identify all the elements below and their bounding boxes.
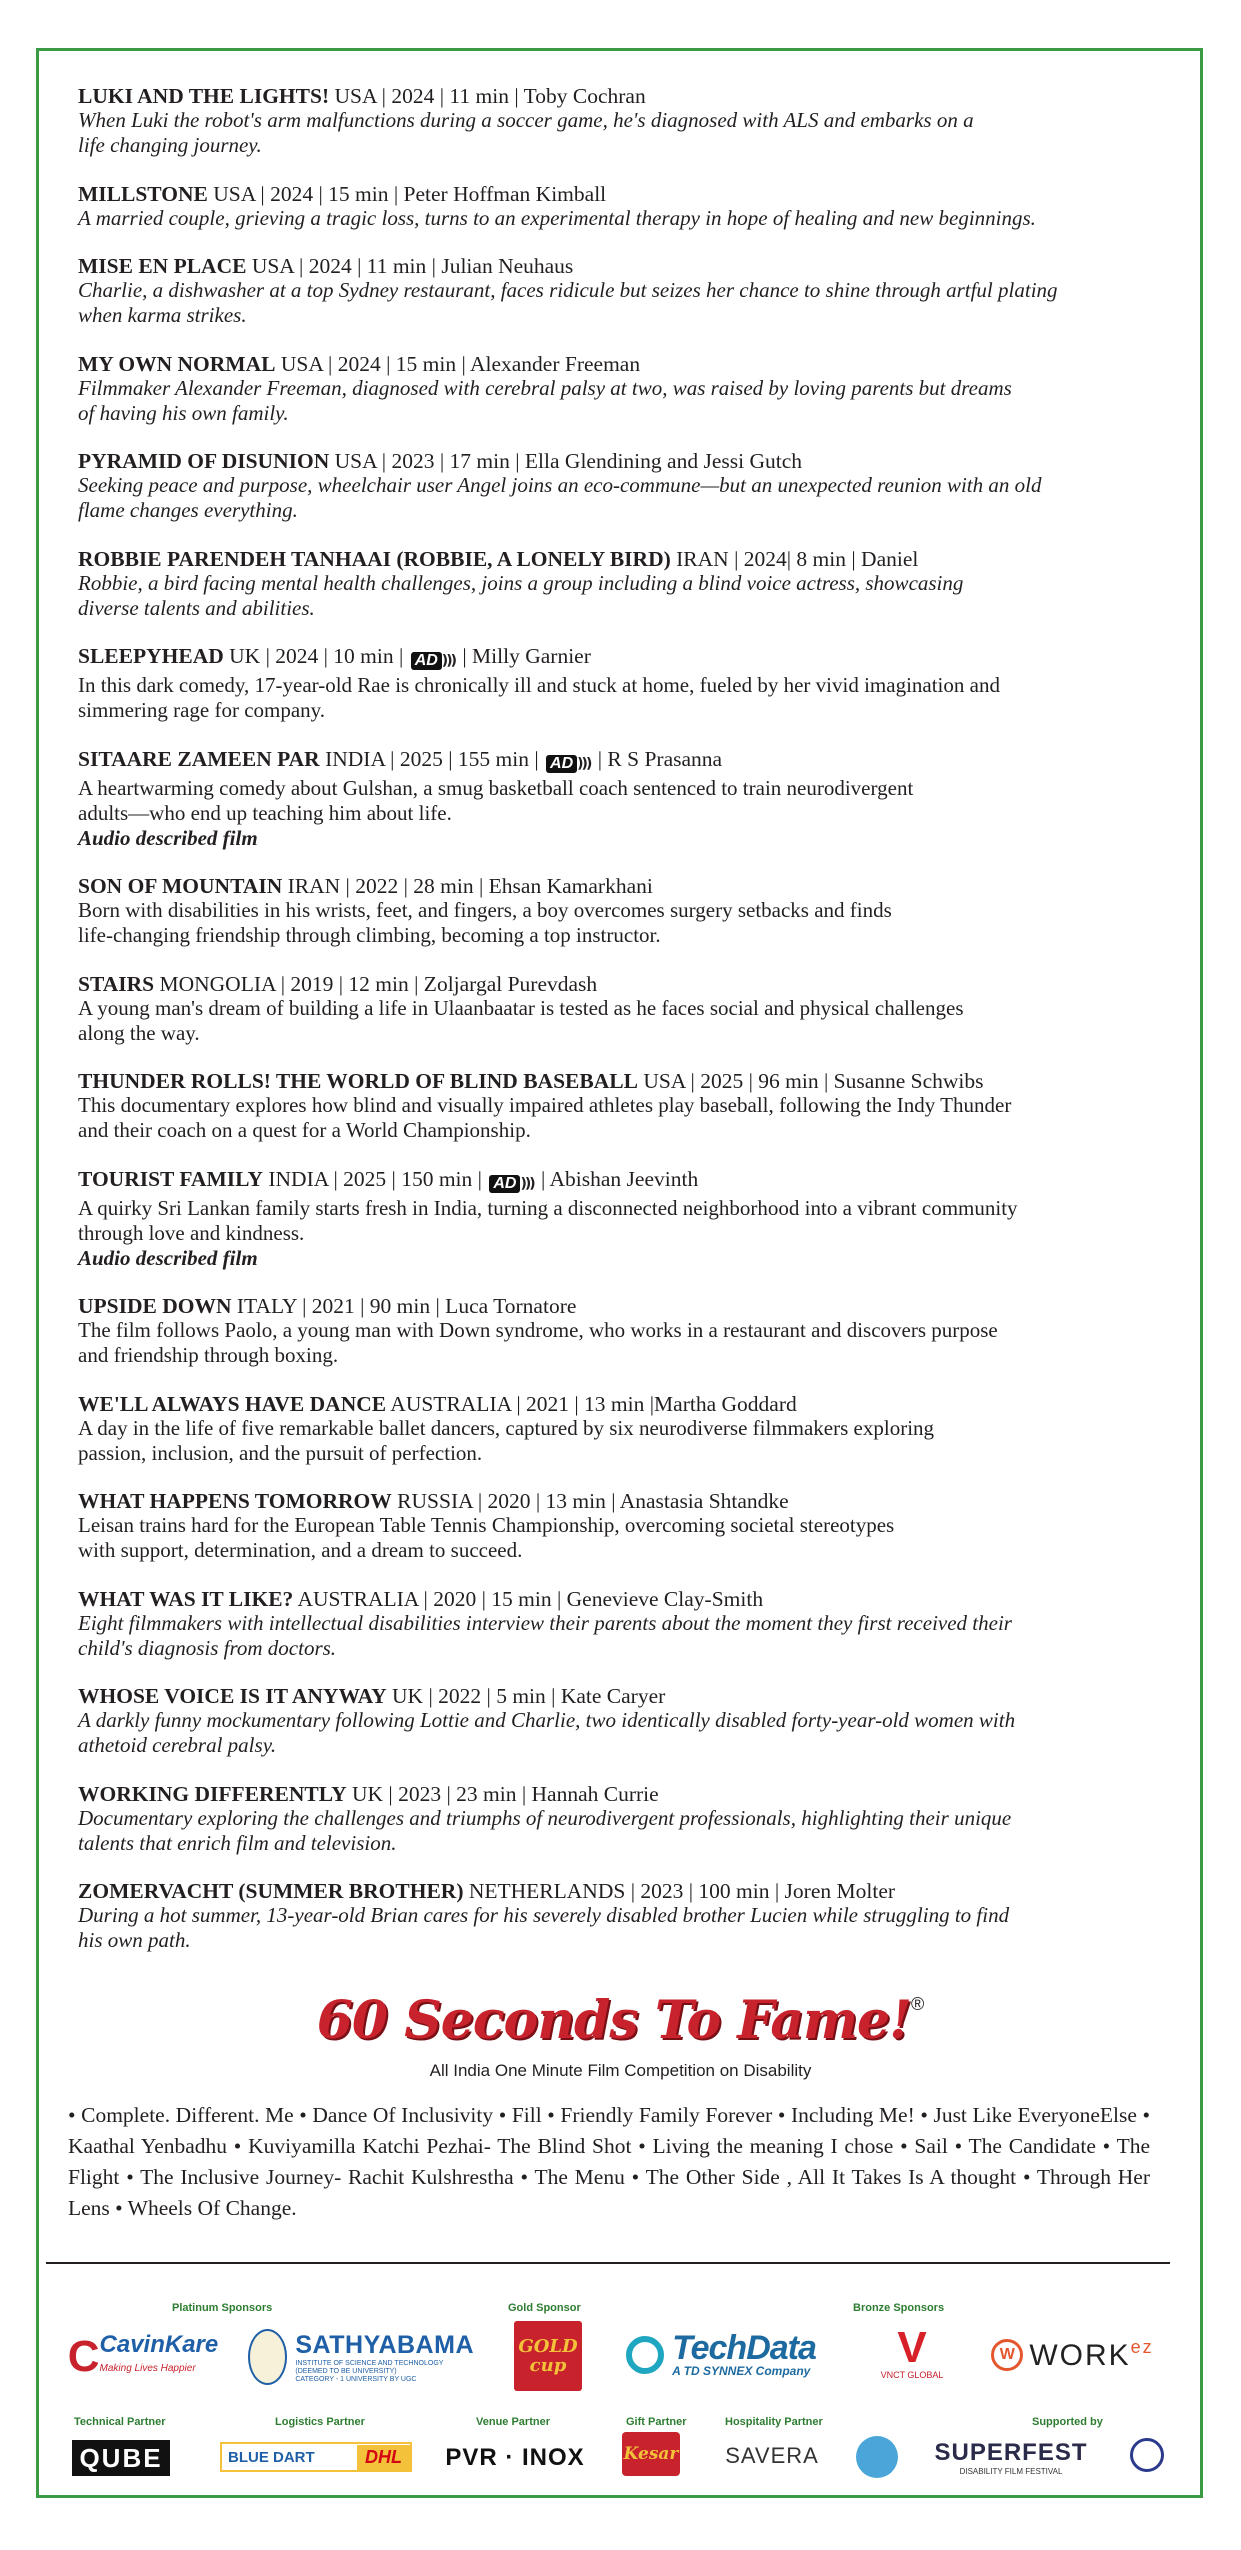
cavinkare-name: CavinKare	[99, 2331, 219, 2358]
film-heading	[78, 352, 1173, 376]
film-details: IRAN | 2022 | 28 min | Ehsan Kamarkhani	[287, 874, 653, 898]
film-description	[78, 1318, 1173, 1368]
film-title: ROBBIE PARENDEH TANHAAI (ROBBIE, A LONELY BIRD)	[78, 546, 671, 571]
film-description-line: A quirky Sri Lankan family starts fresh in India, turning a disconnected neighborhood into a vibrant community	[78, 1195, 1018, 1220]
film-entry	[78, 747, 1173, 851]
film-description-line: Charlie, a dishwasher at a top Sydney restaurant, faces ridicule but seizes her chance to shine through artful plating	[78, 278, 1058, 302]
film-description-line: Filmmaker Alexander Freeman, diagnosed with cerebral palsy at two, was raised by loving parents but dreams	[78, 375, 1012, 400]
film-list	[78, 84, 1173, 1977]
technical-label: Technical Partner	[74, 2416, 166, 2428]
film-heading	[78, 747, 1173, 776]
film-heading	[78, 182, 1173, 206]
government-emblem-icon	[1130, 2438, 1164, 2472]
film-entry	[78, 547, 1173, 621]
film-details: USA | 2024 | 15 min | Peter Hoffman Kimball	[213, 181, 607, 206]
film-details: ITALY | 2021 | 90 min | Luca Tornatore	[236, 1294, 577, 1318]
film-entry	[78, 254, 1173, 328]
audio-description-label: AD	[489, 1175, 520, 1193]
techdata-name: TechData	[672, 2329, 816, 2367]
film-description-line: adults—who end up teaching him about life.	[78, 800, 452, 825]
film-entry	[78, 972, 1173, 1046]
film-description	[78, 278, 1173, 328]
film-description-line: of having his own family.	[78, 400, 289, 425]
film-description-line: Born with disabilities in his wrists, feet, and fingers, a boy overcomes surgery setbacks and finds	[78, 898, 892, 922]
film-description	[78, 1093, 1173, 1143]
film-description-line: flame changes everything.	[78, 498, 298, 522]
film-description	[78, 1806, 1173, 1856]
superfest-logo	[934, 2434, 1088, 2480]
film-entry	[78, 182, 1173, 231]
film-details: AUSTRALIA | 2020 | 15 min | Genevieve Clay-Smith	[297, 1586, 764, 1611]
audio-waves-icon: )))	[441, 653, 455, 669]
film-entry	[78, 1587, 1173, 1661]
film-description-line: life-changing friendship through climbing, becoming a top instructor.	[78, 923, 661, 947]
gift-label: Gift Partner	[626, 2416, 687, 2428]
film-entry	[78, 84, 1173, 158]
gold-label: Gold Sponsor	[508, 2302, 581, 2314]
film-details: MONGOLIA | 2019 | 12 min | Zoljargal Purevdash	[159, 971, 598, 996]
cavinkare-tag: Making Lives Happier	[99, 2363, 196, 2374]
film-details: UK | 2023 | 23 min | Hannah Currie	[351, 1781, 659, 1806]
film-description	[78, 898, 1173, 948]
film-description	[78, 1513, 1173, 1563]
sathyabama-name: SATHYABAMA	[295, 2330, 474, 2359]
film-description-line: Seeking peace and purpose, wheelchair user Angel joins an eco-commune—but an unexpected reunion with an old	[78, 473, 1042, 497]
vnct-logo	[874, 2320, 950, 2386]
film-entry	[78, 1489, 1173, 1563]
film-description	[78, 108, 1173, 158]
qube-logo: QUBE	[72, 2440, 170, 2476]
film-details: INDIA | 2025 | 150 min |	[268, 1166, 482, 1191]
audio-waves-icon: )))	[577, 755, 591, 772]
film-heading	[78, 1294, 1173, 1318]
goldcup-line2: cup	[529, 2355, 567, 2376]
film-description-line: Robbie, a bird facing mental health challenges, joins a group including a blind voice actress, showcasing	[78, 570, 964, 595]
film-details: IRAN | 2024| 8 min | Daniel	[676, 546, 919, 571]
film-description-line: life changing journey.	[78, 133, 262, 157]
film-description	[78, 1196, 1173, 1246]
film-description-line: his own path.	[78, 1928, 191, 1952]
film-description	[78, 1903, 1173, 1953]
superfest-sub: DISABILITY FILM FESTIVAL	[959, 2466, 1063, 2476]
film-entry	[78, 1684, 1173, 1758]
workez-ez: ez	[1130, 2337, 1154, 2357]
sathyabama-sub3: CATEGORY - 1 UNIVERSITY BY UGC	[295, 2375, 417, 2383]
film-director: | R S Prasanna	[597, 746, 723, 771]
film-heading	[78, 1392, 1173, 1416]
competition-entries: • Complete. Different. Me • Dance Of Inclusivity • Fill • Friendly Family Forever • Including Me! • Just Like EveryoneElse • Kaathal Yenbadhu • Kuviyamilla Katchi Pezhai- The Blind Shot • Living the meaning I chose • Sail • The Candidate • The Flight • The Inclusive Journey- Rachit Kulshrestha • The Menu • The Other Side , All It Takes Is A thought • Through Her Lens • Wheels Of Change.	[68, 2103, 1150, 2220]
film-details: USA | 2024 | 11 min | Julian Neuhaus	[251, 254, 574, 278]
film-description-line: through love and kindness.	[78, 1220, 305, 1245]
film-description-line: diverse talents and abilities.	[78, 595, 315, 620]
divider	[46, 2262, 1170, 2264]
goldcup-logo	[514, 2320, 582, 2392]
sathyabama-logo	[248, 2322, 474, 2392]
film-title: STAIRS	[78, 971, 155, 996]
film-director: | Abishan Jeevinth	[541, 1166, 699, 1191]
pvr-inox-logo: PVR · INOX	[445, 2444, 585, 2471]
film-entry	[78, 644, 1173, 723]
vnct-name: VNCT GLOBAL	[880, 2370, 944, 2380]
film-director: | Milly Garnier	[462, 644, 591, 668]
film-heading	[78, 449, 1173, 473]
bluedart-dhl-logo	[220, 2442, 412, 2472]
film-description	[78, 1611, 1173, 1661]
film-heading	[78, 84, 1173, 108]
film-description-line: talents that enrich film and television.	[78, 1830, 397, 1855]
workez-w-icon: W	[991, 2339, 1023, 2371]
audio-description-icon	[546, 749, 590, 776]
film-description	[78, 996, 1173, 1046]
sixty-seconds-logo	[0, 1990, 1241, 2051]
film-description-line: Eight filmmakers with intellectual disabilities interview their parents about the moment they first received their	[78, 1610, 1012, 1635]
film-description-line: A day in the life of five remarkable ballet dancers, captured by six neurodiverse filmmakers exploring	[78, 1415, 935, 1440]
techdata-sub: A TD SYNNEX Company	[672, 2364, 811, 2378]
film-heading	[78, 1684, 1173, 1708]
film-title: MY OWN NORMAL	[78, 351, 276, 376]
film-heading	[78, 1879, 1173, 1903]
film-heading	[78, 644, 1173, 673]
film-title: SLEEPYHEAD	[78, 644, 224, 668]
film-title: WE'LL ALWAYS HAVE DANCE	[78, 1391, 387, 1416]
film-description-line: A heartwarming comedy about Gulshan, a smug basketball coach sentenced to train neurodivergent	[78, 775, 914, 800]
film-description-line: In this dark comedy, 17-year-old Rae is chronically ill and stuck at home, fueled by her vivid imagination and	[78, 673, 1000, 697]
film-title: MISE EN PLACE	[78, 254, 247, 278]
film-heading	[78, 547, 1173, 571]
film-details: INDIA | 2025 | 155 min |	[325, 746, 539, 771]
film-title: WHAT WAS IT LIKE?	[78, 1586, 294, 1611]
film-description	[78, 473, 1173, 523]
film-details: UK | 2022 | 5 min | Kate Caryer	[392, 1684, 666, 1708]
film-heading	[78, 1069, 1173, 1093]
film-description-line: passion, inclusion, and the pursuit of perfection.	[78, 1440, 483, 1465]
audio-described-note: Audio described film	[78, 825, 258, 850]
superfest-name: SUPERFEST	[934, 2438, 1088, 2466]
sathyabama-sub2: (DEEMED TO BE UNIVERSITY)	[295, 2367, 397, 2375]
film-description-line: The film follows Paolo, a young man with Down syndrome, who works in a restaurant and discovers purpose	[78, 1318, 998, 1342]
film-description-line: and friendship through boxing.	[78, 1343, 339, 1367]
vnct-v-icon: V	[897, 2323, 927, 2372]
film-heading	[78, 254, 1173, 278]
film-description-line: along the way.	[78, 1020, 200, 1045]
audio-description-label: AD	[546, 755, 577, 773]
audio-described-note: Audio described film	[78, 1245, 258, 1270]
film-heading	[78, 972, 1173, 996]
film-details: USA | 2024 | 11 min | Toby Cochran	[334, 84, 646, 108]
film-heading	[78, 1489, 1173, 1513]
platinum-label: Platinum Sponsors	[172, 2302, 273, 2314]
film-description-line: A young man's dream of building a life in Ulaanbaatar is tested as he faces social and physical challenges	[78, 995, 964, 1020]
film-description-line: During a hot summer, 13-year-old Brian cares for his severely disabled brother Lucien while struggling to find	[78, 1903, 1010, 1927]
film-description	[78, 571, 1173, 621]
sathyabama-sub1: INSTITUTE OF SCIENCE AND TECHNOLOGY	[295, 2359, 444, 2367]
film-heading	[78, 1587, 1173, 1611]
film-description-line: simmering rage for company.	[78, 698, 326, 722]
film-title: LUKI AND THE LIGHTS!	[78, 84, 330, 108]
film-entry	[78, 1167, 1173, 1271]
film-description-line: This documentary explores how blind and visually impaired athletes play baseball, following the Indy Thunder	[78, 1093, 1012, 1117]
film-entry	[78, 1392, 1173, 1466]
film-description	[78, 1416, 1173, 1466]
film-description-line: child's diagnosis from doctors.	[78, 1635, 337, 1660]
goldcup-line1: GOLD	[518, 2336, 578, 2357]
film-description-line: athetoid cerebral palsy.	[78, 1733, 277, 1757]
film-details: UK | 2024 | 10 min |	[229, 644, 404, 668]
audio-description-label: AD	[411, 652, 442, 670]
one-stop-films-icon	[856, 2436, 898, 2478]
workez-name: WORK	[1029, 2339, 1131, 2372]
film-heading	[78, 1782, 1173, 1806]
film-description-line: When Luki the robot's arm malfunctions during a soccer game, he's diagnosed with ALS and embarks on a	[78, 108, 974, 132]
logo-text: 60 Seconds To Fame!	[316, 1990, 911, 2051]
film-entry	[78, 449, 1173, 523]
audio-waves-icon: )))	[520, 1175, 534, 1192]
film-details: USA | 2025 | 96 min | Susanne Schwibs	[643, 1069, 984, 1093]
film-entry	[78, 874, 1173, 948]
film-description-line: A darkly funny mockumentary following Lottie and Charlie, two identically disabled forty-year-old women with	[78, 1708, 1016, 1732]
competition-subtitle: All India One Minute Film Competition on Disability	[429, 2061, 812, 2080]
film-description-line: when karma strikes.	[78, 303, 247, 327]
film-title: TOURIST FAMILY	[78, 1166, 263, 1191]
film-title: THUNDER ROLLS! THE WORLD OF BLIND BASEBALL	[78, 1069, 638, 1093]
film-title: WHOSE VOICE IS IT ANYWAY	[78, 1684, 387, 1708]
film-details: RUSSIA | 2020 | 13 min | Anastasia Shtandke	[397, 1489, 789, 1513]
film-title: WHAT HAPPENS TOMORROW	[78, 1489, 392, 1513]
film-entry	[78, 352, 1173, 426]
film-description	[78, 1708, 1173, 1758]
bluedart-name: BLUE DART	[228, 2448, 315, 2466]
logistics-label: Logistics Partner	[275, 2416, 365, 2428]
film-title: ZOMERVACHT (SUMMER BROTHER)	[78, 1879, 464, 1903]
audio-description-icon	[489, 1169, 533, 1196]
film-entry	[78, 1294, 1173, 1368]
film-title: MILLSTONE	[78, 181, 208, 206]
bronze-label: Bronze Sponsors	[853, 2302, 945, 2314]
film-title: SON OF MOUNTAIN	[78, 874, 283, 898]
film-description-line: and their coach on a quest for a World Championship.	[78, 1118, 531, 1142]
film-description-line: A married couple, grieving a tragic loss, turns to an experimental therapy in hope of healing and new beginnings.	[78, 205, 1036, 230]
workez-logo	[985, 2330, 1160, 2380]
film-details: AUSTRALIA | 2021 | 13 min |Martha Goddard	[390, 1391, 797, 1416]
film-title: UPSIDE DOWN	[78, 1294, 232, 1318]
film-details: NETHERLANDS | 2023 | 100 min | Joren Molter	[468, 1879, 896, 1903]
techdata-logo	[618, 2322, 824, 2388]
film-title: SITAARE ZAMEEN PAR	[78, 746, 320, 771]
film-description-line: Leisan trains hard for the European Table Tennis Championship, overcoming societal stereotypes	[78, 1513, 895, 1537]
film-title: PYRAMID OF DISUNION	[78, 449, 330, 473]
savera-logo: SAVERA	[725, 2443, 819, 2468]
film-description-line: with support, determination, and a dream to succeed.	[78, 1538, 523, 1562]
cavinkare-logo: C CavinKare Making Lives Happier	[67, 2331, 219, 2381]
audio-description-icon	[411, 646, 455, 673]
film-description	[78, 206, 1173, 231]
film-description	[78, 776, 1173, 826]
registered-mark: ®	[910, 1994, 925, 2014]
film-entry	[78, 1069, 1173, 1143]
film-heading	[78, 1167, 1173, 1196]
film-heading	[78, 874, 1173, 898]
kesar-logo: Kesar	[622, 2432, 680, 2476]
film-entry	[78, 1782, 1173, 1856]
film-title: WORKING DIFFERENTLY	[78, 1781, 347, 1806]
film-description	[78, 673, 1173, 723]
film-description	[78, 376, 1173, 426]
film-details: USA | 2024 | 15 min | Alexander Freeman	[280, 351, 641, 376]
sathyabama-seal-icon	[248, 2329, 287, 2385]
dhl-name: DHL	[357, 2445, 410, 2470]
film-description-line: Documentary exploring the challenges and triumphs of neurodivergent professionals, highlighting their unique	[78, 1805, 1012, 1830]
film-entry	[78, 1879, 1173, 1953]
hospitality-label: Hospitality Partner	[725, 2416, 823, 2428]
techdata-swirl-icon	[626, 2336, 664, 2374]
supported-label: Supported by	[1032, 2416, 1103, 2428]
film-details: USA | 2023 | 17 min | Ella Glendining and Jessi Gutch	[334, 449, 802, 473]
venue-label: Venue Partner	[476, 2416, 550, 2428]
